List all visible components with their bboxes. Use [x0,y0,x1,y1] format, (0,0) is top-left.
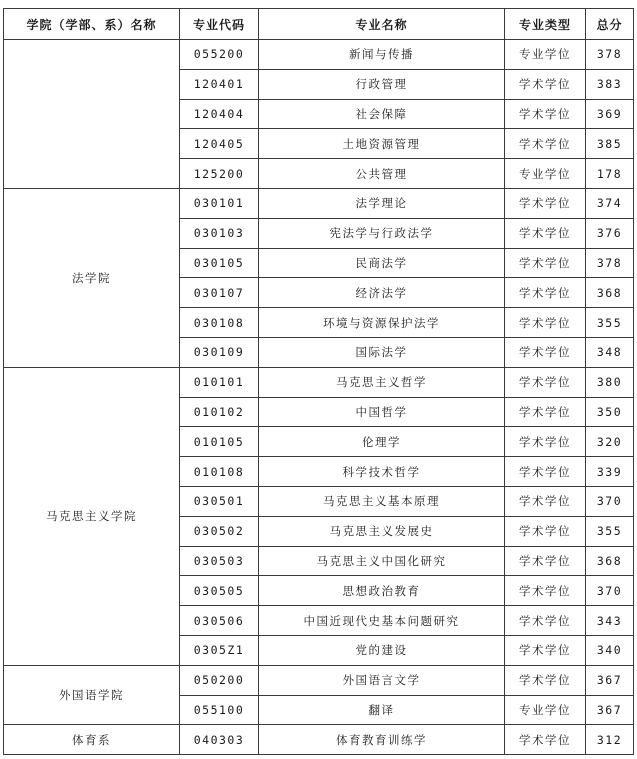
major-code-cell: 030105 [180,248,259,278]
total-score-cell: 348 [586,337,634,367]
total-score-cell: 355 [586,516,634,546]
total-score-cell: 370 [586,486,634,516]
major-name-cell: 法学理论 [259,188,505,218]
major-type-cell: 学术学位 [505,248,586,278]
major-name-cell: 科学技术哲学 [259,457,505,487]
total-score-cell: 368 [586,278,634,308]
major-type-cell: 学术学位 [505,69,586,99]
major-name-cell: 中国哲学 [259,397,505,427]
major-code-cell: 030107 [180,278,259,308]
total-score-cell: 368 [586,546,634,576]
total-score-cell: 380 [586,367,634,397]
major-type-cell: 学术学位 [505,427,586,457]
major-name-cell: 思想政治教育 [259,576,505,606]
college-name-cell: 外国语学院 [4,665,180,725]
major-code-cell: 030506 [180,606,259,636]
major-name-cell: 宪法学与行政法学 [259,218,505,248]
major-code-cell: 0305Z1 [180,635,259,665]
major-type-cell: 专业学位 [505,695,586,725]
major-code-cell: 120404 [180,99,259,129]
college-name-cell: 马克思主义学院 [4,367,180,665]
major-code-cell: 050200 [180,665,259,695]
major-name-cell: 马克思主义发展史 [259,516,505,546]
major-type-cell: 学术学位 [505,635,586,665]
major-type-cell: 学术学位 [505,278,586,308]
table-row [4,367,634,397]
major-type-cell: 学术学位 [505,576,586,606]
major-type-cell: 学术学位 [505,188,586,218]
total-score-cell: 385 [586,129,634,159]
table-row [4,665,634,695]
total-score-cell: 374 [586,188,634,218]
total-score-cell: 339 [586,457,634,487]
total-score-cell: 376 [586,218,634,248]
college-name-cell: 法学院 [4,188,180,367]
major-code-cell: 030109 [180,337,259,367]
major-name-cell: 马克思主义基本原理 [259,486,505,516]
major-type-cell: 学术学位 [505,99,586,129]
header-type: 专业类型 [505,9,586,40]
total-score-cell: 383 [586,69,634,99]
header-college: 学院（学部、系）名称 [4,9,180,40]
major-code-cell: 055200 [180,40,259,70]
major-code-cell: 030505 [180,576,259,606]
total-score-cell: 350 [586,397,634,427]
total-score-cell: 370 [586,576,634,606]
total-score-cell: 320 [586,427,634,457]
major-code-cell: 055100 [180,695,259,725]
major-type-cell: 学术学位 [505,665,586,695]
total-score-cell: 369 [586,99,634,129]
major-name-cell: 社会保障 [259,99,505,129]
major-code-cell: 030503 [180,546,259,576]
major-type-cell: 学术学位 [505,218,586,248]
major-code-cell: 030502 [180,516,259,546]
major-type-cell: 学术学位 [505,546,586,576]
major-type-cell: 学术学位 [505,486,586,516]
total-score-cell: 343 [586,606,634,636]
major-name-cell: 民商法学 [259,248,505,278]
major-code-cell: 010105 [180,427,259,457]
total-score-cell: 312 [586,725,634,755]
major-type-cell: 学术学位 [505,725,586,755]
table-row [4,40,634,70]
major-type-cell: 学术学位 [505,516,586,546]
header-code: 专业代码 [180,9,259,40]
header-row [4,9,634,40]
major-code-cell: 030103 [180,218,259,248]
header-name: 专业名称 [259,9,505,40]
total-score-cell: 378 [586,40,634,70]
total-score-cell: 378 [586,248,634,278]
major-type-cell: 学术学位 [505,457,586,487]
admission-score-table [3,8,634,755]
major-name-cell: 党的建设 [259,635,505,665]
major-type-cell: 专业学位 [505,40,586,70]
college-name-cell [4,40,180,189]
major-name-cell: 马克思主义中国化研究 [259,546,505,576]
major-name-cell: 体育教育训练学 [259,725,505,755]
major-name-cell: 马克思主义哲学 [259,367,505,397]
total-score-cell: 367 [586,695,634,725]
major-code-cell: 010102 [180,397,259,427]
major-type-cell: 学术学位 [505,337,586,367]
major-name-cell: 行政管理 [259,69,505,99]
major-code-cell: 030108 [180,308,259,338]
major-code-cell: 030501 [180,486,259,516]
major-type-cell: 学术学位 [505,308,586,338]
major-name-cell: 土地资源管理 [259,129,505,159]
college-name-cell: 体育系 [4,725,180,755]
major-code-cell: 010101 [180,367,259,397]
major-type-cell: 学术学位 [505,129,586,159]
major-name-cell: 公共管理 [259,159,505,189]
major-name-cell: 伦理学 [259,427,505,457]
header-score: 总分 [586,9,634,40]
table-body [4,40,634,755]
major-name-cell: 外国语言文学 [259,665,505,695]
major-type-cell: 学术学位 [505,397,586,427]
major-name-cell: 翻译 [259,695,505,725]
total-score-cell: 340 [586,635,634,665]
major-name-cell: 经济法学 [259,278,505,308]
major-type-cell: 学术学位 [505,606,586,636]
total-score-cell: 178 [586,159,634,189]
major-name-cell: 环境与资源保护法学 [259,308,505,338]
total-score-cell: 355 [586,308,634,338]
major-name-cell: 国际法学 [259,337,505,367]
major-code-cell: 010108 [180,457,259,487]
table-row [4,725,634,755]
major-code-cell: 040303 [180,725,259,755]
table-row [4,188,634,218]
total-score-cell: 367 [586,665,634,695]
major-name-cell: 中国近现代史基本问题研究 [259,606,505,636]
major-code-cell: 030101 [180,188,259,218]
major-type-cell: 学术学位 [505,367,586,397]
major-type-cell: 专业学位 [505,159,586,189]
major-code-cell: 120405 [180,129,259,159]
major-code-cell: 120401 [180,69,259,99]
major-code-cell: 125200 [180,159,259,189]
major-name-cell: 新闻与传播 [259,40,505,70]
